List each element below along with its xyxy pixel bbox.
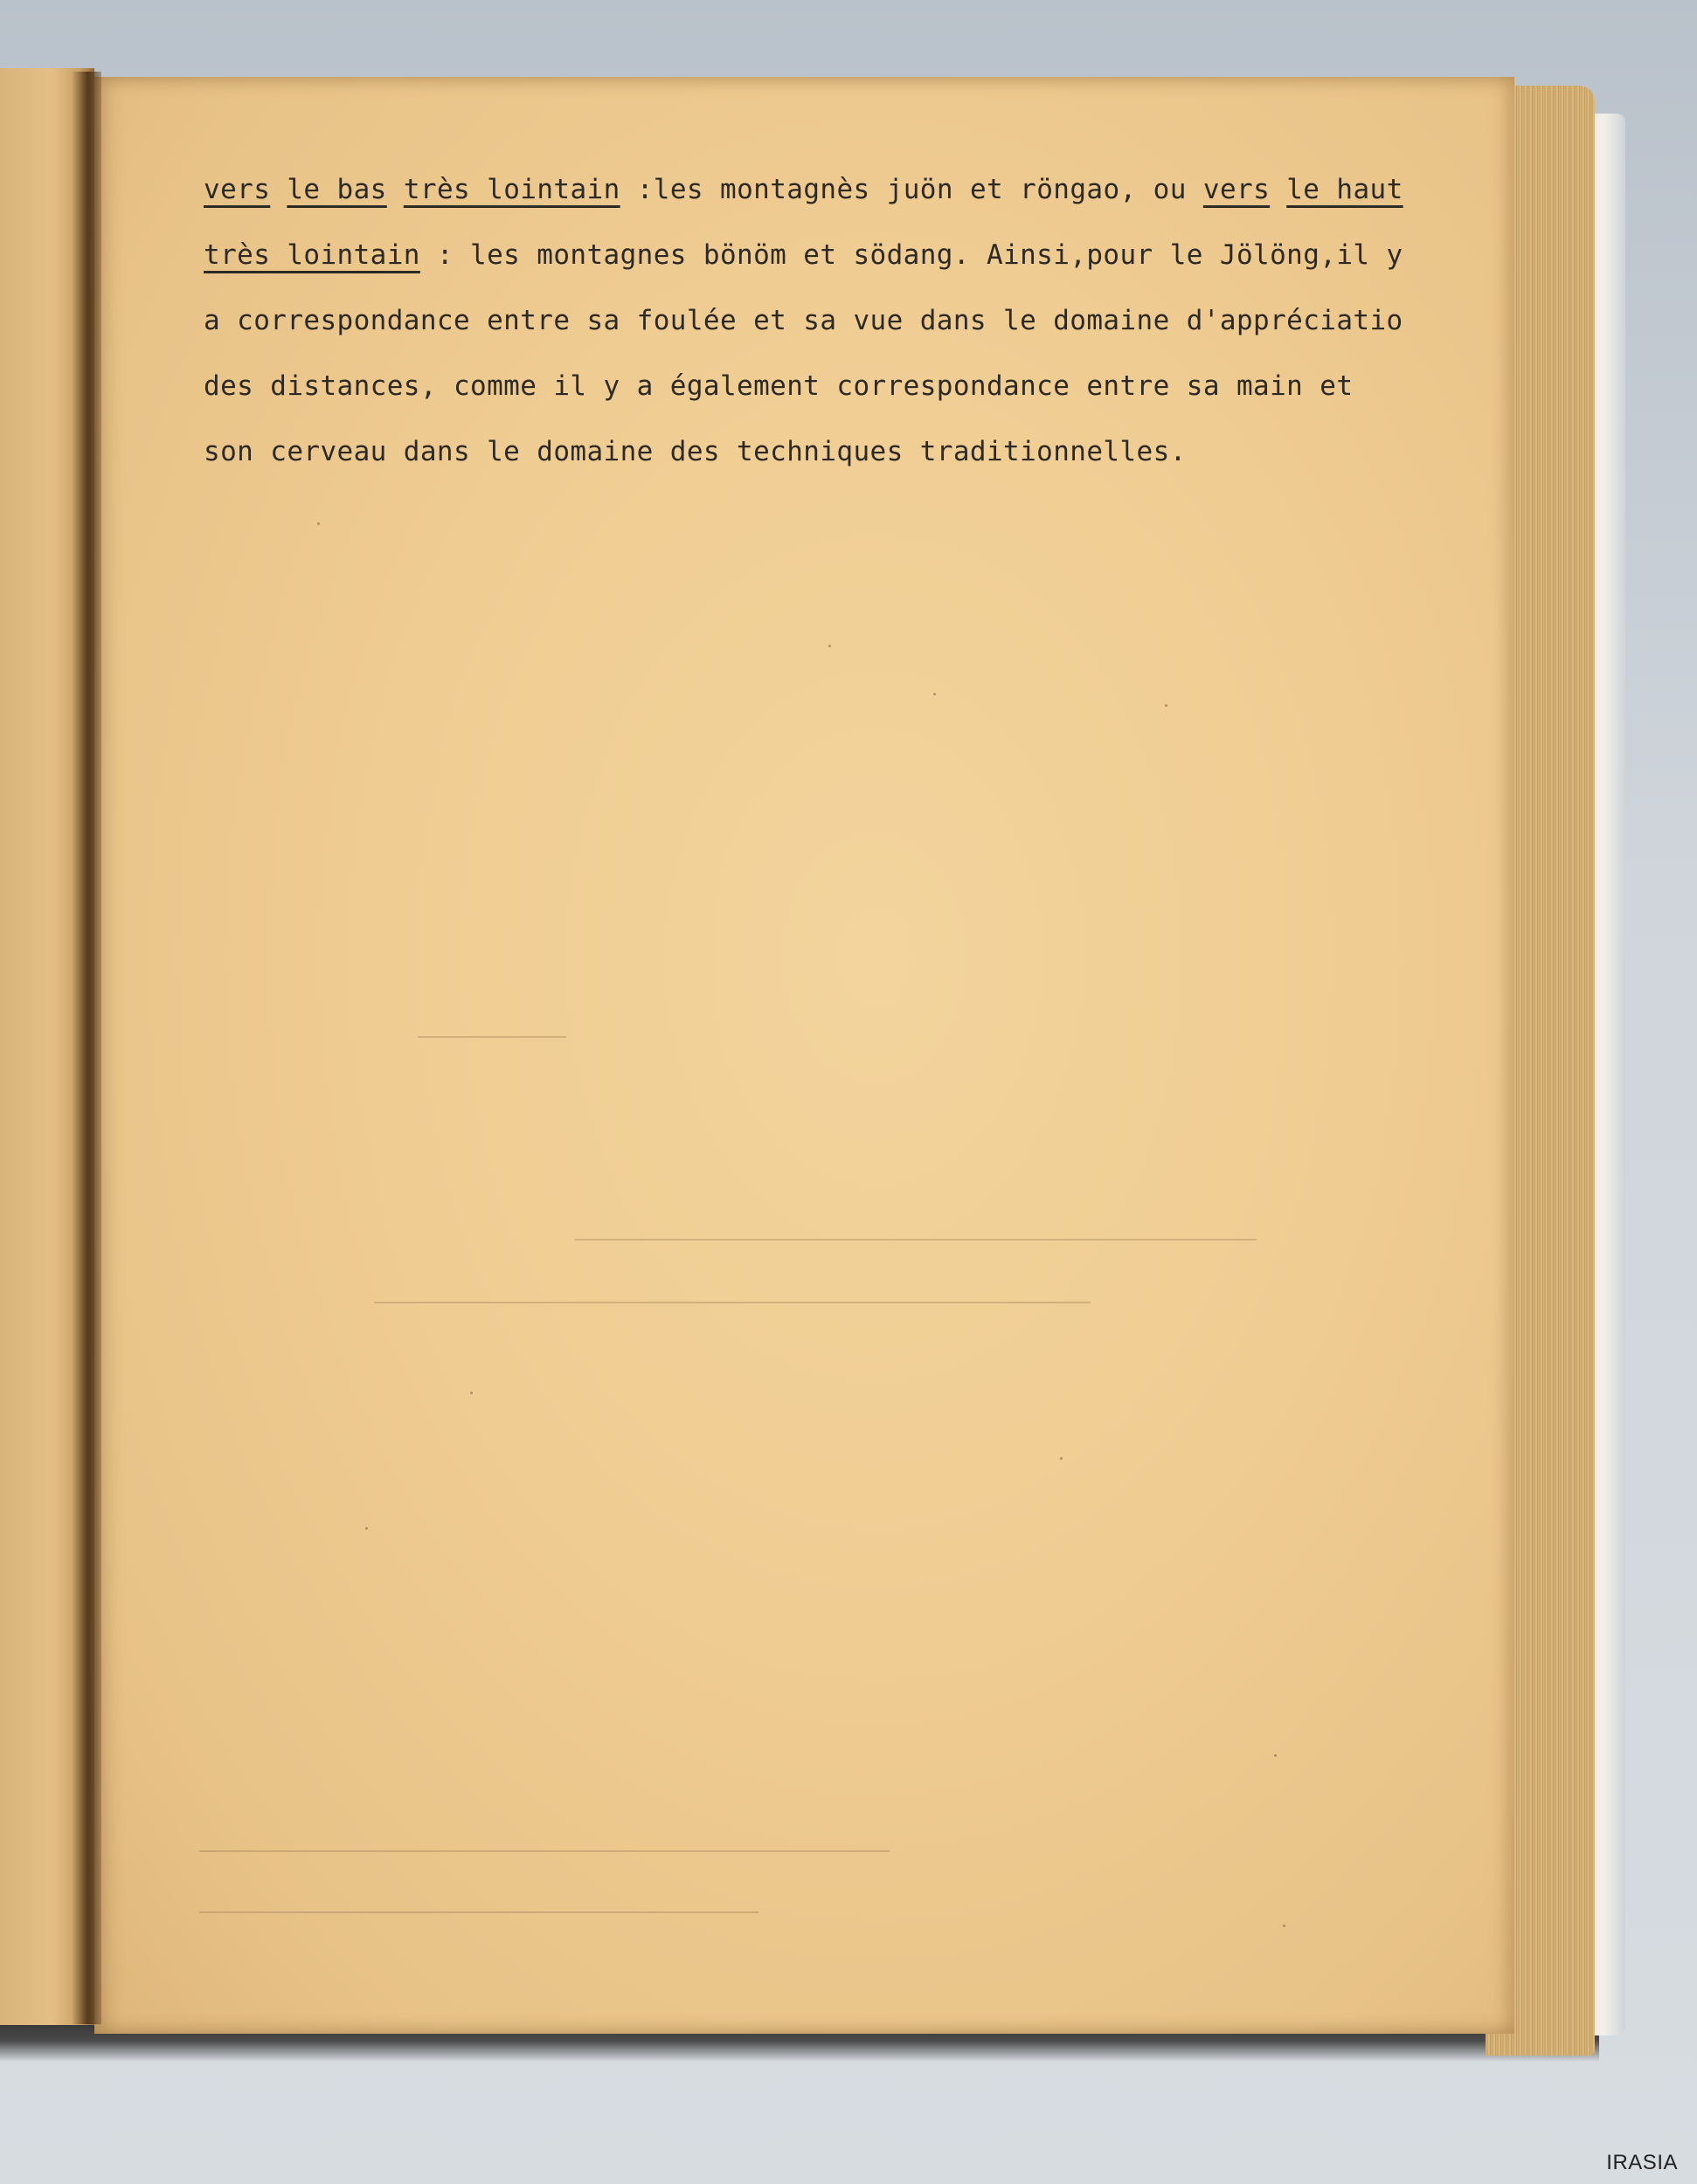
text-run (1270, 174, 1286, 205)
paper-speck (365, 1527, 368, 1530)
show-through-mark (199, 1911, 758, 1913)
paper-speck (317, 522, 320, 525)
text-run: a correspondance entre sa foulée et sa vue dans le domaine d'appréciatio (204, 305, 1403, 336)
show-through-mark (418, 1036, 566, 1038)
text-line (204, 157, 1514, 223)
underlined-text: très lointain (204, 239, 420, 271)
text-run: :les montagnès juön et röngao, ou (620, 174, 1203, 205)
text-run: des distances, comme il y a également correspondance entre sa main et (204, 370, 1354, 402)
typed-paragraph (204, 157, 1514, 485)
paper-speck (1283, 1925, 1285, 1927)
show-through-mark (374, 1302, 1091, 1303)
book-gutter (72, 72, 101, 2024)
paper-speck (933, 693, 936, 695)
underlined-text: le bas (287, 174, 387, 205)
text-line (204, 354, 1514, 419)
paper-speck (1060, 1457, 1063, 1460)
text-run: : les montagnes bönöm et södang. Ainsi,pour le Jölöng,il y (419, 239, 1403, 271)
underlined-text: vers (1202, 174, 1271, 205)
paper-speck (828, 645, 831, 647)
text-line (204, 288, 1514, 354)
paper-speck (1165, 704, 1167, 707)
underlined-text: le haut (1286, 174, 1403, 205)
text-run (270, 174, 287, 205)
source-watermark: IRASIA (1606, 2151, 1678, 2174)
text-run (387, 174, 404, 205)
show-through-mark (575, 1239, 1257, 1241)
text-line (204, 223, 1514, 288)
paper-speck (1274, 1754, 1277, 1757)
text-run: son cerveau dans le domaine des techniques traditionnelles. (204, 436, 1187, 467)
paper-speck (470, 1392, 473, 1394)
text-line (204, 419, 1514, 485)
underlined-text: vers (204, 174, 271, 205)
show-through-mark (199, 1850, 890, 1852)
underlined-text: très lointain (403, 174, 620, 205)
